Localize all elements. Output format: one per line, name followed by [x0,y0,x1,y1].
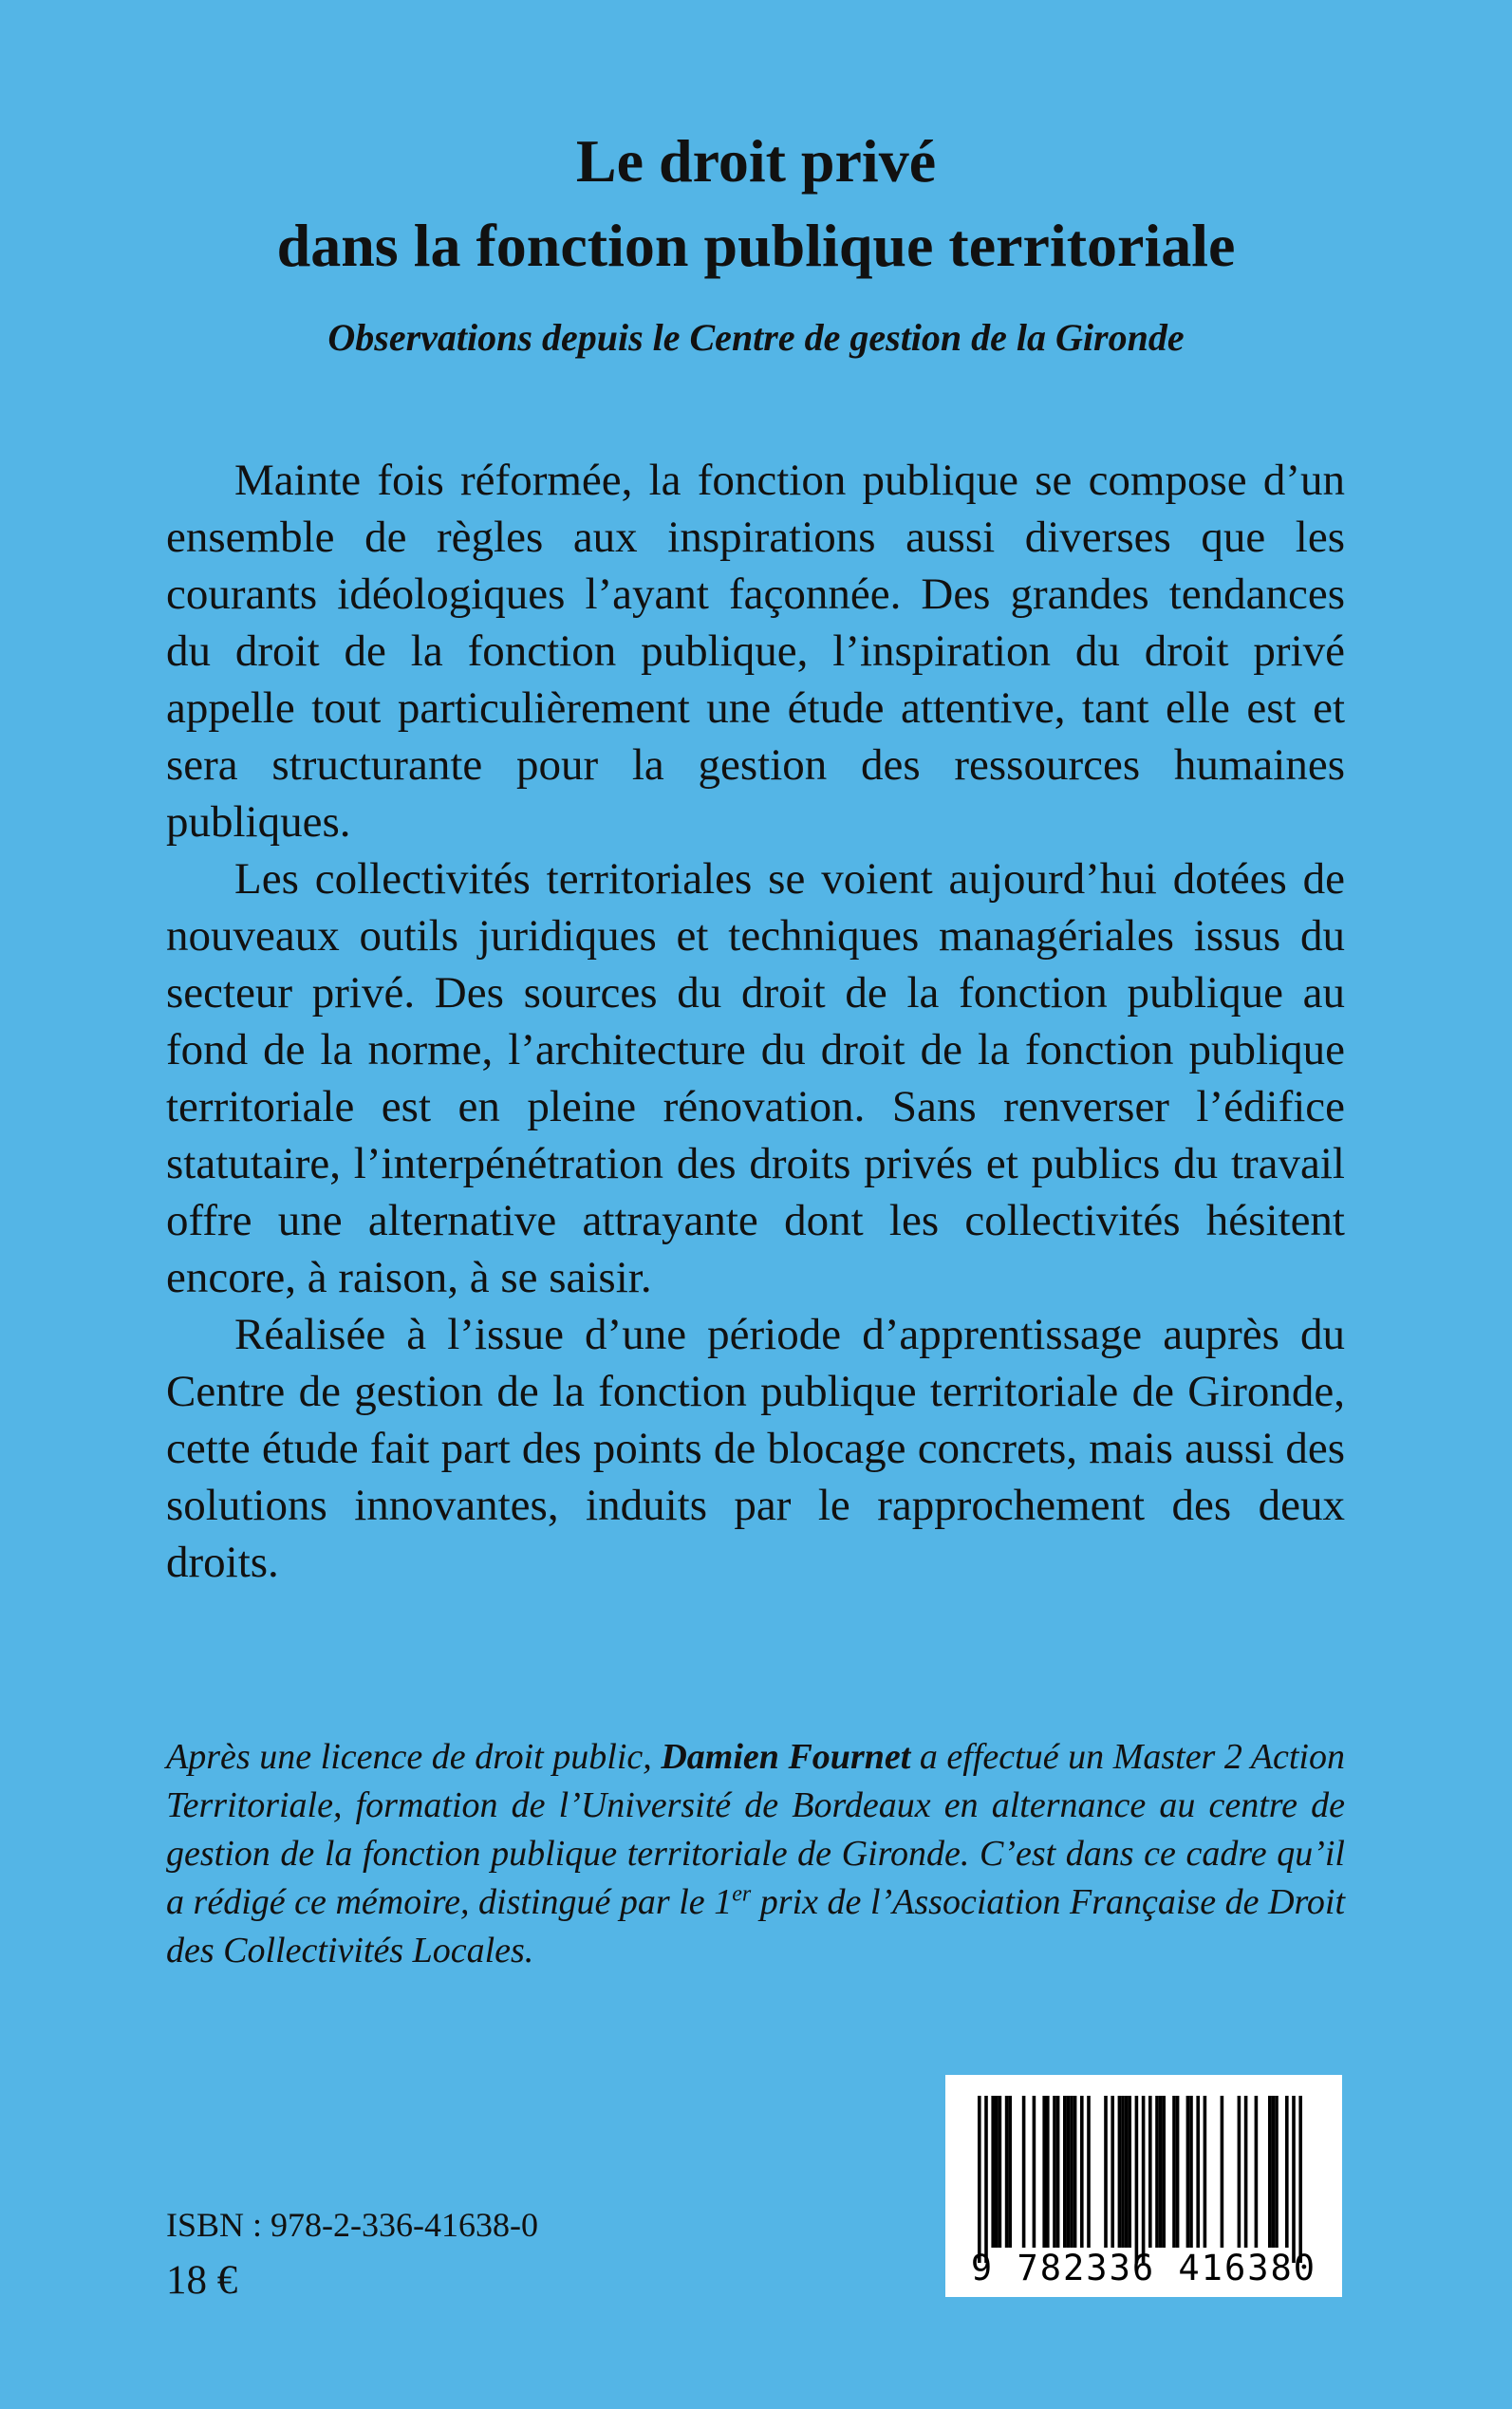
barcode-bar [1053,2096,1056,2248]
isbn: ISBN : 978-2-336-41638-0 [166,2206,538,2244]
barcode-bar [1056,2096,1060,2248]
barcode-bar [1255,2096,1259,2248]
barcode-bar [995,2096,999,2248]
barcode-bar [999,2096,1002,2248]
barcode-bar [1104,2096,1108,2248]
barcode-bar [991,2096,995,2248]
barcode-bar [1118,2096,1122,2248]
barcode-bar [978,2096,981,2263]
barcode-bar [1162,2096,1166,2248]
barcode-bar [1070,2096,1073,2248]
barcode-bar [1204,2096,1207,2248]
price: 18 € [166,2258,238,2303]
barcode-bar [1155,2096,1159,2248]
barcode-bar [1244,2096,1248,2248]
barcode [945,2075,1342,2297]
author-bio [166,1733,1345,1975]
barcode-bar [1142,2096,1146,2263]
barcode-bar [1046,2096,1050,2248]
barcode-bar [1008,2096,1012,2248]
barcode-bar [1128,2096,1131,2248]
barcode-bar [984,2096,988,2263]
summary-paragraph-2: Les collectivités territoriales se voient aujourd’hui dotées de nouveaux outils juridiques et techniques managériales issus du secteur privé. Des sources du droit de la fonction publique au fond de la norme, l’architecture du droit de la fonction publique territoriale est en pleine rénovation. Sans renverser l’édifice statutaire, l’interpénétration des droits privés et publics du travail offre une alternative attrayante dont les collectivités hésitent encore, à raison, à se saisir. [166,854,1345,1302]
bio-end: prix de l’Association Française de Droit des Collectivités Locales. [166,1882,1346,1970]
barcode-bar [1298,2096,1302,2263]
barcode-bar [1111,2096,1114,2248]
barcode-bar [1292,2096,1296,2263]
bio-superscript: er [732,1881,752,1907]
barcode-bar [1005,2096,1009,2248]
barcode-bar [1073,2096,1077,2248]
barcode-bar [1022,2096,1026,2248]
barcode-bar [1268,2096,1272,2248]
barcode-bar [1087,2096,1091,2248]
barcode-bar [1238,2096,1241,2248]
bio-intro: Après une licence de droit public, [166,1737,662,1777]
barcode-bar [1033,2096,1036,2248]
barcode-bar [1042,2096,1046,2248]
barcode-bar [1176,2096,1180,2248]
barcode-bar [1221,2096,1224,2248]
author-name: Damien Fournet [661,1737,911,1777]
title-line-2: dans la fonction publique territoriale [276,212,1236,279]
summary-text [166,452,1345,1591]
barcode-bar [1159,2096,1163,2248]
barcode-digits: 9 782336 416380 [970,2248,1317,2288]
barcode-bar [1275,2096,1279,2248]
subtitle: Observations depuis le Centre de gestion de la Gironde [327,316,1185,359]
barcode-bar [1125,2096,1129,2248]
barcode-bar [1063,2096,1067,2248]
barcode-bar [1196,2096,1200,2248]
barcode-bar [1285,2096,1289,2248]
barcode-bar [1135,2096,1139,2263]
barcode-bar [1080,2096,1084,2248]
summary-paragraph-1: Mainte fois réformée, la fonction publique se compose d’un ensemble de règles aux inspirations aussi diverses que les courants idéologiques l’ayant façonnée. Des grandes tendances du droit de la fonction publique, l’inspiration du droit privé appelle tout particulièrement une étude attentive, tant elle est et sera structurante pour la gestion des ressources humaines publiques. [166,456,1345,847]
barcode-bar [1067,2096,1071,2248]
bio-body: a effectué un Master 2 Action Territoriale, formation de l’Université de Bordeaux en alternance au centre de gestion de la fonction publique territoriale de Gironde. C’est dans ce cadre qu’il a rédigé ce mémoire, distingué par le 1 [166,1737,1345,1922]
barcode-bar [1272,2096,1276,2248]
barcode-bar [1172,2096,1176,2248]
barcode-bar [1121,2096,1125,2248]
barcode-bar [1148,2096,1152,2248]
barcode-bar [1189,2096,1193,2248]
summary-paragraph-3: Réalisée à l’issue d’une période d’apprentissage auprès du Centre de gestion de la fonction publique territoriale de Gironde, cette étude fait part des points de blocage concrets, mais aussi des solutions innovantes, induits par le rapprochement des deux droits. [166,1310,1345,1587]
title-line-1: Le droit privé [575,127,937,195]
barcode-bar [1186,2096,1190,2248]
